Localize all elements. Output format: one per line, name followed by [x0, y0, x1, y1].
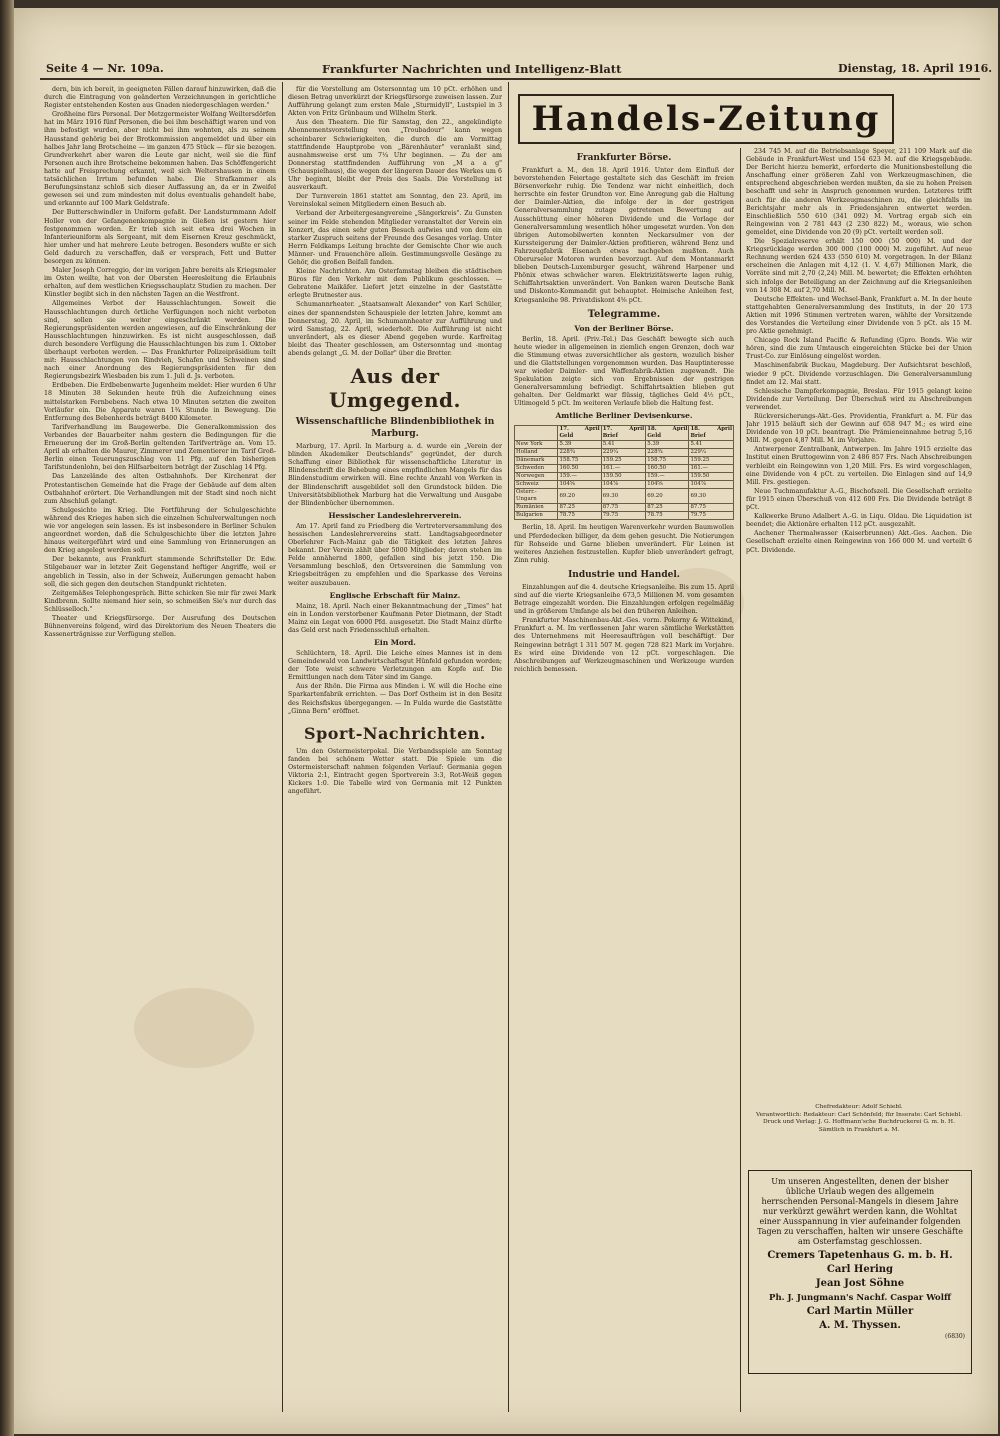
- article-paragraph: Marburg, 17. April. In Marburg a. d. wurde ein „Verein der blinden Akademiker Deutschlands" gegründet, der durch Schaffung einer Bibliothek für wissenschaftliche Literatur in Blindenschrift die Behebung eines empfindlichen Mangels für das Blindenstudium erwirken will. Eine rechte Anzahl von Werken in der Blindenschrift ausgebildet soll den Grundstock bilden. Die Universitätsbibliothek Marburg hat die Verwaltung und Ausgabe der Blindenbücher übernommen.: [288, 443, 502, 507]
- article-paragraph: Neue Tuchmanufaktur A.-G., Bischofszell. Die Gesellschaft erzielte für 1915 einen Überschuß von 412 600 Frs. Die Dividende beträgt 8 pCt.: [746, 487, 972, 512]
- devisen-cell: Schweden: [515, 465, 558, 473]
- article-paragraph: Mainz, 18. April. Nach einer Bekanntmachung der „Times" hat ein in London verstorbener Kaufmann Peter Dietmann, der Stadt Mainz ein Legat von 6000 Pfd. ausgesetzt. Die Stadt Mainz dürfte das Geld erst nach Friedensschluß erhalten.: [288, 602, 502, 634]
- devisen-cell: 79.75: [689, 512, 734, 520]
- section-heading-sport: Sport-Nachrichten.: [304, 723, 486, 743]
- devisen-cell: 159.—: [558, 473, 601, 481]
- devisen-row: [515, 512, 734, 520]
- subheading: Wissenschaftliche Blindenbibliothek in Marburg.: [295, 417, 495, 440]
- devisen-cell: 104⅞: [601, 481, 646, 489]
- devisen-row: [515, 441, 734, 449]
- devisen-cell: 104⅝: [558, 481, 601, 489]
- article-paragraph: Kalkwerke Bruno Adalbert A.-G. in Liqu. Oldau. Die Liquidation ist beendet; die Aktionäre erhalten 112 pCt. ausgezahlt.: [746, 513, 972, 529]
- column-rule: [508, 82, 509, 1412]
- article-paragraph: Rückversicherungs-Akt.-Ges. Providentia, Frankfurt a. M. Für das Jahr 1915 beläuft sich der Gewinn auf 658 947 M.; es wird eine Dividende von 10 pCt. beantragt. Die Prämieneinnahme betrug 5,16 Mill. M. gegen 4,87 Mill. M. im Vorjahre.: [746, 413, 972, 445]
- devisen-cell: 160.50: [558, 465, 601, 473]
- devisen-cell: Holland: [515, 449, 558, 457]
- devisen-cell: New York: [515, 441, 558, 449]
- column-theater-region: [288, 86, 502, 1416]
- devisen-cell: Österr.-Ungarn: [515, 489, 558, 504]
- devisen-cell: 159.25: [689, 457, 734, 465]
- devisen-cell: 158.75: [558, 457, 601, 465]
- article-paragraph: Am 17. April fand zu Friedberg die Vertreterversammlung des hessischen Landeslehrervereins statt. Landtagsabgeordneter Oberlehrer Fach-Mainz gab die Tätigkeit des letzten Jahres bekannt. Der Verein zählt über 5000 Mitglieder; davon stehen im Felde annähernd 1800, gefallen sind bis jetzt 150. Die Versammlung beschloß, den Ortsvereinen die Sammlung von Kriegsbeiträgen zu empfehlen und die Sparkasse des Vereins weiter auszubauen.: [288, 522, 502, 587]
- article-paragraph: dern, bin ich bereit, in geeigneten Fällen darauf hinzuwirken, daß die durch die Eintragung von geänderten Verzeichnungen in gerichtliche Register entstehenden Kosten aus Gnaden niedergeschlagen werden.": [44, 86, 276, 110]
- ad-firm: A. M. Thyssen.: [819, 1320, 901, 1331]
- devisen-table: [514, 425, 734, 520]
- imprint-line: Sämtlich in Frankfurt a. M.: [818, 1126, 900, 1133]
- devisen-header-cell: 18. April Brief: [690, 426, 732, 440]
- article-paragraph: Das Lanzelände des alten Ostbahnhofs. Der Kirchenrat der Protestantischen Gemeinde hat die Frage der Gebäude auf dem alten Ostbahnhof erörtert. Die Verhandlungen mit der Stadt sind noch nicht zum Abschluß gelangt.: [44, 473, 276, 505]
- devisen-row: [515, 504, 734, 512]
- ad-code: (6830): [945, 1333, 965, 1340]
- devisen-row: [515, 473, 734, 481]
- subheading: Telegramme.: [587, 308, 661, 320]
- book-binding: [0, 0, 14, 1436]
- devisen-cell: 228¾: [558, 449, 601, 457]
- article-paragraph: Der bekannte, aus Frankfurt stammende Schriftsteller Dr. Edw. Stilgebauer war in letzter Zeit Gegenstand heftiger Angriffe, weil er angeblich in Tessin, also in der Schweiz, Äußerungen gemacht haben soll, die sich gegen den deutschen Standpunkt richteten.: [44, 556, 276, 588]
- article-paragraph: Frankfurt a. M., den 18. April 1916. Unter dem Einfluß der bevorstehenden Feiertage gestaltete sich das Geschäft im freien Börsenverkehr ruhig. Die Tendenz war nicht einheitlich, doch herrschte ein fester Grundton vor. Eine Anregung gab die Haltung der Daimler-Aktien, die infolge der in der gestrigen Generalversammlung zutage getretenen Bewertung auf Ausschüttung einer höheren Dividende und die Vorlage der Generalversammlung wesentlich höher umgesetzt wurden. Von den übrigen Automobilwerten konnten Neckarsulmer von der Kurssteigerung der Daimler-Aktien profitieren, während Benz und Fahrzeugfabrik Eisenach etwas nachgeben mußten. Auch Oberurseler Motoren wurden bevorzugt. Auf dem Montanmarkt blieben Deutsch-Luxemburger gesucht, während Harpener und Phönix etwas schwächer waren. Elektrizitätswerte lagen ruhig, Schiffahrtsaktien unverändert. Von Banken waren Deutsche Bank und Diskonto-Kommandit gut behauptet. Heimische Anleihen fest, Kriegsanleihe 98. Privatdiskont 4⅝ pCt.: [514, 167, 734, 304]
- devisen-header-cell: [515, 426, 558, 441]
- devisen-row: [515, 449, 734, 457]
- devisen-row: [515, 465, 734, 473]
- article-paragraph: Um den Ostermeisterpokal. Die Verbandsspiele am Sonntag fanden bei schönem Wetter statt. Die Spiele um die Ostermeisterschaft nahmen folgenden Verlauf: Germania gegen Viktoria 2:1, Eintracht gegen Sportverein 3:3, Rot-Weiß gegen Kickers 1:0. Die Tabelle wird von Germania mit 12 Punkten angeführt.: [288, 747, 502, 796]
- article-paragraph: Verband der Arbeitergesangvereine „Sängerkreis". Zu Gunsten seiner im Felde stehenden Mitglieder veranstaltet der Verein ein Konzert, das einen sehr guten Besuch aufwies und von dem ein starker Zuspruch seitens der Freunde des Gesanges vorlag. Unter Herrn Feldkamps Leitung brachte der Gemischte Chor wie auch Männer- und Frauenchöre allein. Gestimmungsvolle Gesänge zu Gehör, die großen Beifall fanden.: [288, 210, 502, 266]
- subheading: Ein Mord.: [374, 637, 416, 647]
- devisen-cell: 160.50: [646, 465, 689, 473]
- article-paragraph: Aus der Rhön. Die Firma aus Minden i. W. will die Hoche eine Sparkartenfabrik errichten. — Das Dorf Ostheim ist in den Besitz des Reichsfiskus übergegangen. — In Fulda wurde die Gaststätte „Ginna Bern" eröffnet.: [288, 683, 502, 715]
- column-boerse: [514, 148, 734, 1418]
- article-paragraph: Der Butterschwindler in Uniform gefaßt. Der Landsturmmann Adolf Holler von der Gefangenenkompagnie in Gießen ist gestern hier festgenommen worden. Er trieb sich seit etwa drei Wochen in Infanterieuniform als Sergeant, mit dem Eisernen Kreuz geschmückt, hier umher und hat mehrere Leute betrogen. Besonders wußte er sich Geld dadurch zu verschaffen, daß er versprach, Fett und Butter besorgen zu können.: [44, 209, 276, 265]
- devisen-cell: 228¾: [646, 449, 689, 457]
- article-paragraph: Allgemeines Verbot der Hausschlachtungen. Soweit die Hausschlachtungen durch örtliche Verfügungen noch nicht verboten sind, sollen sie weiter eingeschränkt werden. Die Regierungspräsidenten werden angewiesen, auf die Einschränkung der Hausschlachtungen hinzuwirken. Es ist nicht ausgeschlossen, daß durch besondere Verfügung die Hausschlachtungen bis zum 1. Oktober überhaupt verboten werden. — Das Frankfurter Polizeipräsidium teilt mit: Hausschlachtungen von Rindvieh, Schafen und Schweinen sind nach einer Anordnung des Regierungspräsidenten für den Regierungsbezirk Wiesbaden bis zum 1. Juli d. Js. verboten.: [44, 300, 276, 381]
- devisen-cell: 69.30: [689, 489, 734, 504]
- devisen-cell: Dänemark: [515, 457, 558, 465]
- devisen-cell: Norwegen: [515, 473, 558, 481]
- article-paragraph: Chicago Rock Island Pacific & Refunding (Gpro. Bonds. Wie wir hören, sind die zum Umtausch eingereichten Stücke bei der Union Trust-Co. zur Einlösung eingelöst worden.: [746, 337, 972, 361]
- article-paragraph: Schlesische Dampferkompagnie, Breslau. Für 1915 gelangt keine Dividende zur Verteilung. Der Überschuß wird zu Abschreibungen verwendet.: [746, 387, 972, 411]
- devisen-cell: Bulgarien: [515, 512, 558, 520]
- ad-firm: Carl Hering: [826, 1264, 894, 1275]
- article-paragraph: Einzahlungen auf die 4. deutsche Kriegsanleihe. Bis zum 15. April sind auf die vierte Kriegsanleihe 673,5 Millionen M. vom gesamten Betrage eingezahlt worden. Die Einzahlungen erfolgen regelmäßig und in größerem Umfange als bei den früheren Anleihen.: [514, 583, 734, 616]
- article-paragraph: Schlüchtern, 18. April. Die Leiche eines Mannes ist in dem Gemeindewald von Landwirtschaftsgut Hünfeld gefunden worden; der Tote weist schwere Verletzungen am Kopfe auf. Die Ermittlungen nach dem Täter sind im Gange.: [288, 649, 502, 682]
- article-paragraph: Kleine Nachrichten. Am Osterfamstag bleiben die städtischen Büros für den Verkehr mit dem Publikum geschlossen. — Gebratene Maikäfer. Liefert jetzt einzelne in der Gaststätte erlegte Brutnester aus.: [288, 268, 502, 300]
- imprint: [748, 1104, 970, 1134]
- imprint-line: Druck und Verlag: J. G. Hoffmann'sche Buchdruckerei G. m. b. H.: [763, 1119, 955, 1126]
- devisen-cell: 78.75: [646, 512, 689, 520]
- column-companies: [746, 148, 972, 1098]
- advertisement-box: [748, 1170, 972, 1374]
- subheading: Hessischer Landeslehrerverein.: [328, 510, 462, 520]
- imprint-line: Chefredakteur: Adolf Schiebl.: [815, 1104, 903, 1110]
- devisen-cell: Rumänien: [515, 504, 558, 512]
- ad-firm: Jean Jost Söhne: [815, 1278, 905, 1289]
- devisen-row: [515, 457, 734, 465]
- article-paragraph: Aachener Thermalwasser (Kaiserbrunnen) Akt.-Ges. Aachen. Die Gesellschaft erzielte einen Reingewinn von 166 000 M. und verteilt 6 pCt. Dividende.: [746, 530, 972, 554]
- devisen-cell: 229¼: [601, 449, 646, 457]
- devisen-cell: 158.75: [646, 457, 689, 465]
- devisen-cell: 78.75: [558, 512, 601, 520]
- column-rule: [282, 82, 283, 1412]
- article-paragraph: 234 745 M. auf die Betriebsanlage Speyer, 211 109 Mark auf die Gebäude in Frankfurt-West und 154 623 M. auf die Kriegsgebäude. Der Bericht hierzu bemerkt, erforderte die Munitionsbestellung die Anschaffung einer größeren Zahl von Werkzeugmaschinen, die entsprechend abgeschrieben werden mußten, da sie zu hohen Preisen beschafft und sehr in Anspruch genommen wurden. Letzteres trifft auch für die anderen Werkzeugmaschinen zu, die gleichfalls im Berichtsjahr mehr als in Friedensjahren entwertet werden. Einschließlich 550 610 (341 092) M. Vortrag ergab sich ein Reingewinn von 2 781 443 (2 230 822) M., woraus, wie schon gemeldet, eine Dividende von 20 (9) pCt. verteilt werden soll.: [746, 148, 972, 236]
- devisen-cell: 159.50: [601, 473, 646, 481]
- devisen-cell: 161.—: [601, 465, 646, 473]
- header-masthead: Frankfurter Nachrichten und Intelligenz-Blatt: [322, 62, 622, 76]
- header-rule: [40, 78, 980, 80]
- article-paragraph: für die Vorstellung am Ostersonntag um 10 pCt. erhöhen und diesen Betrag unverkürzt der Kriegsfürsorge zuweisen lassen. Zur Aufführung gelangt zum ersten Male „Sturmidyll", Lustspiel in 3 Akten von Fritz Grünbaum und Wilhelm Sterk.: [288, 86, 502, 118]
- subheading: Von der Berliner Börse.: [574, 323, 674, 333]
- article-paragraph: Schulgesichte im Krieg. Die Fortführung der Schulgeschichte während des Krieges haben sich die einzelnen Schulverwaltungen noch wie vor angelegen sein lassen. Es ist insbesondere in Berliner Schulen angeordnet worden, daß die Schulgeschichte über die letzten Jahre hinaus weitergeführt wird und eine Sammlung von Erinnerungen an den Krieg angelegt werden soll.: [44, 506, 276, 555]
- devisen-header-cell: 18. April Geld: [647, 426, 688, 440]
- article-paragraph: Schumannrheater. „Staatsanwalt Alexander" von Karl Schüler, eines der spannendsten Schauspiele der letzten Jahre, kommt am Donnerstag, 20. April, im Schumannheater zur Aufführung und wird Samstag, 22. April, wiederholt. Die Aufführung ist nicht unverändert, als es dieser Abend gegeben wurde. Karfreitag bleibt das Theater geschlossen, am Ostersonntag und -montag abends gelangt „G. M. der Dollar" über die Bretter.: [288, 301, 502, 357]
- devisen-cell: 87.25: [558, 504, 601, 512]
- subheading: Frankfurter Börse.: [576, 153, 672, 163]
- column-rule: [740, 148, 741, 1412]
- table-title: Amtliche Berliner Devisenkurse.: [555, 411, 693, 421]
- devisen-cell: 159.25: [601, 457, 646, 465]
- ad-firm: Ph. J. Jungmann's Nachf. Caspar Wolff: [769, 1293, 951, 1303]
- devisen-cell: 5.39: [558, 441, 601, 449]
- article-paragraph: Maler Joseph Correggio, der im vorigen Jahre bereits als Kriegsmaler im Osten weilte, hat von der Obersten Heeresleitung die Erlaubnis erhalten, auf dem westlichen Kriegsschauplatz Studien zu machen. Der Künstler begibt sich in den nächsten Tagen an die Westfront.: [44, 267, 276, 299]
- devisen-cell: 69.20: [558, 489, 601, 504]
- article-paragraph: Großheine fürs Personal. Der Metzgermeister Wolfang Weiltersdörfen hat im März 1916 fünf Personen, die bei ihm beschäftigt waren und von ihm befostigt wurden, aber nicht bei ihm wohnten, als zu seinem Hausstand gehörig bei der Brotkommission angemeldet und über ein halbes Jahr lang Brotscheine — im ganzen 475 Stück — für sie bezogen. Grundverkehrt aber waren die Leute gar nicht, weil sie die fünf Personen auch ihre Brotscheine bekommen haben. Das Schöffengericht hatte auf Freisprechung erkannt, weil sich Weltershausen in einem tatsächlichen Irrtum befunden habe. Die Strafkammer als Berufungsinstanz schloß sich dieser Auffassung an, da er in Zweifel gewesen sei und zum mindesten mit dolus eventualis gehandelt habe, und erkannte auf 100 Mark Geldstrafe.: [44, 111, 276, 208]
- article-paragraph: Berlin, 18. April. (Priv.-Tel.) Das Geschäft bewegte sich auch heute wieder in allgemeinen in ziemlich engen Grenzen, doch war die Stimmung etwas zuversichtlicher als gestern, wozulich bisher und die Glattstellungen vorgenommen wurden. Das Hauptinteresse war wieder Daimler- und Waffenfabrik-Aktien zugewandt. Die Spekulation zeigte sich von Ergebnissen der gestrigen Generalversammlung befriedigt. Schiffahrtsaktien blieben gut gehalten. Der Geldmarkt war flüssig, tägliches Geld 4½ pCt., Ultimogeld 5 pCt. Im weiteren Verlaufe blieb die Haltung fest.: [514, 335, 734, 408]
- devisen-cell: Schweiz: [515, 481, 558, 489]
- article-paragraph: Erdbeben. Die Erdbebenwarte Jugenheim meldet: Hier wurden 6 Uhr 18 Minuten 38 Sekunden heute früh die Aufzeichnung eines mittelstarken Fernbebens. Nach etwa 10 Minuten setzten die zweiten Vorläufer ein. Die Apparate waren 1¾ Stunde in Bewegung. Die Entfernung des Bebenherds beträgt 8400 Kilometer.: [44, 382, 276, 422]
- section-heading-umgegend: Aus der Umgegend.: [328, 364, 461, 413]
- article-paragraph: Maschinenfabrik Buckau, Magdeburg. Der Aufsichtsrat beschloß, wieder 9 pCt. Dividende vorzuschlagen. Die Generalversammlung findet am 12. Mai statt.: [746, 362, 972, 386]
- article-paragraph: Berlin, 18. April. Im heutigen Warenverkehr wurden Baumwollen und Pferdedecken billiger, da dem gehen gesucht. Die Notierungen für Rohseide und Garne blieben unverändert. Für Leinen ist weiteres Anziehen festzustellen. Kupfer blieb unverändert gefragt, Zinn ruhig.: [514, 524, 734, 564]
- devisen-cell: 69.30: [601, 489, 646, 504]
- imprint-line: Verantwortlich: Redakteur: Carl Schönfeld; für Inserate: Carl Schiebl.: [755, 1111, 963, 1118]
- devisen-header-cell: 17. April Brief: [602, 426, 645, 440]
- ad-firm: Cremers Tapetenhaus G. m. b. H.: [767, 1250, 953, 1261]
- handels-zeitung-banner: [518, 94, 894, 144]
- devisen-cell: 87.25: [646, 504, 689, 512]
- devisen-cell: 159.—: [646, 473, 689, 481]
- article-paragraph: Zeitgemäßes Telephongespräch. Bitte schicken Sie mir für zwei Mark Kindbrenn. Sollte niemand hier sein, so schmeißen Sie's nur durch das Schlüsselloch.": [44, 589, 276, 613]
- devisen-cell: 5.41: [689, 441, 734, 449]
- devisen-cell: 87.75: [601, 504, 646, 512]
- devisen-cell: 161.—: [689, 465, 734, 473]
- devisen-cell: 159.50: [689, 473, 734, 481]
- header-page-number: Seite 4 — Nr. 109a.: [46, 62, 164, 75]
- ad-intro-text: Um unseren Angestellten, denen der bisher übliche Urlaub wegen des allgemein herrschenden Personal-Mangels in diesem Jahre nur verkürzt gewährt werden kann, die Wohltat einer Ausspannung in vier aufeinander folgenden Tagen zu verschaffen, halten wir unsere Geschäfte am Osterfamstag geschlossen.: [757, 1177, 963, 1246]
- subheading: Industrie und Handel.: [568, 569, 680, 580]
- article-paragraph: Die Spezialreserve erhält 150 000 (50 000) M. und der Kriegsrücklage werden 300 000 (100 000) M. zugeführt. Auf neue Rechnung werden 624 433 (550 610) M. vorgetragen. In der Bilanz erscheinen die Anlagen mit 4,12 (1. V. 4,67) Millionen Mark, die Vorräte sind mit 2,70 (2,24) Mill. M. bewertet; die Effekten erhöhten sich infolge der Beteiligung an der Zeichnung auf die Kriegsanleihen von 14 308 M. auf 2,70 Mill. M.: [746, 238, 972, 294]
- devisen-cell: 69.20: [646, 489, 689, 504]
- devisen-row: [515, 489, 734, 504]
- subheading: Englische Erbschaft für Mainz.: [329, 590, 461, 600]
- article-paragraph: Der Turnverein 1861 stattet am Sonntag, den 23. April, im Vereinslokal seinen Mitgliedern einen Besuch ab.: [288, 193, 502, 209]
- devisen-cell: 229¼: [689, 449, 734, 457]
- article-paragraph: Deutsche Effekten- und Wechsel-Bank, Frankfurt a. M. In der heute stattgehabten Generalversammlung des Instituts, in der 20 173 Aktien mit 1996 Stimmen vertreten waren, wählte der Vorsitzende des Vorstandes die Verteilung einer Dividende von 5 pCt. als 15 M. pro Aktie genehmigt.: [746, 295, 972, 336]
- devisen-cell: 104⅝: [646, 481, 689, 489]
- devisen-cell: 79.75: [601, 512, 646, 520]
- article-paragraph: Theater und Kriegsfürsorge. Der Ausrufung des Deutschen Bühnenvereins folgend, wird das Direktorium des Neuen Theaters die Kassenerträgnisse zur Verfügung stellen.: [44, 615, 276, 639]
- column-local-news: [44, 86, 276, 1416]
- devisen-cell: 87.75: [689, 504, 734, 512]
- ad-firm: Carl Martin Müller: [806, 1306, 914, 1317]
- article-paragraph: Aus den Theatern. Die für Samstag, den 22., angekündigte Abonnementsvorstellung von „Troubadour" kann wegen scheinbarer Schwierigkeiten, die durch die am Vormittag stattfindende Hauptprobe von „Bärenhäuter" veranlaßt sind, ausnahmsweise erst um 7¼ Uhr beginnen. — Zu der am Donnerstag stattfindenden Aufführung von „M a a g" (Schauspielhaus), die wegen der längeren Dauer des Werkes um 6 Uhr beginnt, bleibt der Preis des Saals. Die Vorstellung ist ausverkauft.: [288, 119, 502, 192]
- devisen-row: [515, 481, 734, 489]
- header-date: Dienstag, 18. April 1916.: [838, 62, 993, 75]
- handels-zeitung-title: Handels-Zeitung: [531, 99, 881, 139]
- article-paragraph: Frankfurter Maschinenbau-Akt.-Ges. vorm. Pokorny & Wittekind, Frankfurt a. M. Im verflossenen Jahr waren sämtliche Werkstätten des Unternehmens mit Heeresaufträgen voll beschäftigt. Der Reingewinn beträgt 1 311 507 M. gegen 728 821 Mark im Vorjahre. Es wird eine Dividende von 12 pCt. vorgeschlagen. Die Abschreibungen auf Werkzeugmaschinen und Werkzeuge wurden reichlich bemessen.: [514, 617, 734, 673]
- article-paragraph: Antwerpener Zentralbank, Antwerpen. Im Jahre 1915 erzielte das Institut einen Bruttogewinn von 2 486 857 Frs. Nach Abschreibungen verbleibt ein Reingewinn von 1,20 Mill. Frs. Es wird vorgeschlagen, eine Dividende von 4 pCt. zu verteilen. Die Einlagen sind auf 14,9 Mill. Frs. gestiegen.: [746, 446, 972, 486]
- devisen-header-cell: 17. April Geld: [559, 426, 600, 440]
- article-paragraph: Tarifverhandlung im Baugewerbe. Die Generalkommission des Verbandes der Bauarbeiter nahm gestern die Bedingungen für die Erneuerung der im Groß-Berlin geltenden Tarifverträge an. Vom 15. April ab erhalten die Maurer, Zimmerer und Zementierer im Tarif Groß-Berlin einen Teuerungszuschlag von 11 Pfg. auf den bisherigen Tarifstundenlohn, bei den Hilfsarbeitern beträgt der Zuschlag 14 Pfg.: [44, 423, 276, 472]
- devisen-cell: 104⅞: [689, 481, 734, 489]
- devisen-cell: 5.41: [601, 441, 646, 449]
- devisen-cell: 5.39: [646, 441, 689, 449]
